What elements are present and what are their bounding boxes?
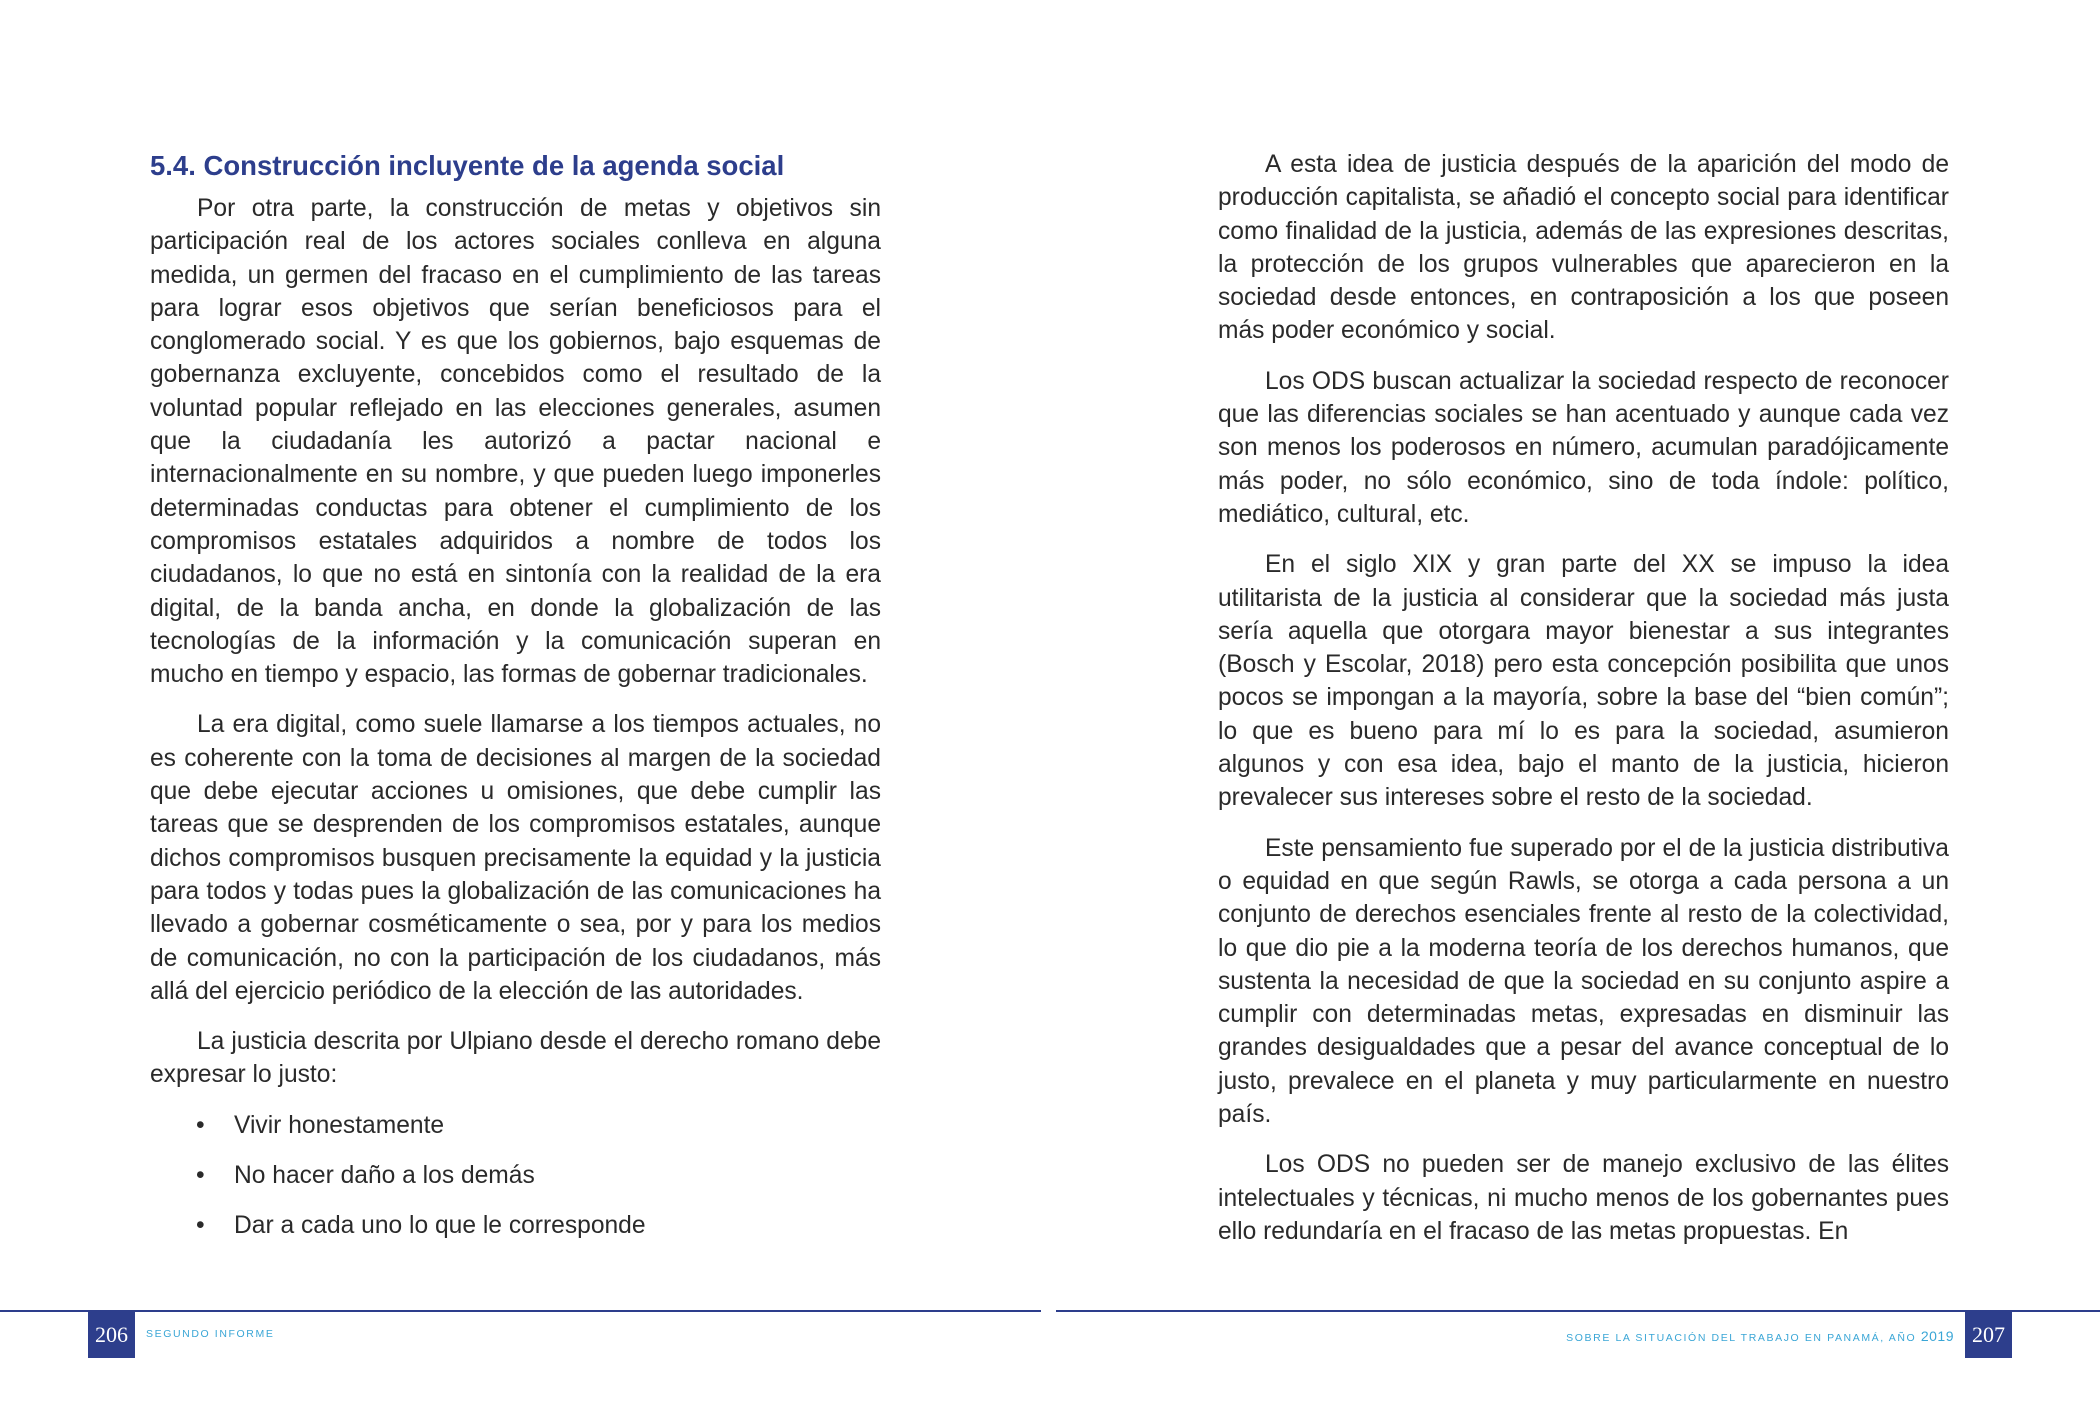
right-page-column bbox=[1218, 148, 1949, 1265]
paragraph: En el siglo XIX y gran parte del XX se impuso la idea utilitarista de la justicia al considerar que la sociedad más justa sería aquella que otorgara mayor bienestar a sus integrantes (Bosch y Escolar, 2018) pero esta concepción posibilita que unos pocos se impongan a la mayoría, sobre la base del “bien común”; lo que es bueno para mí lo es para la sociedad, asumieron algunos y con esa idea, bajo el manto de la justicia, hicieron prevalecer sus intereses sobre el resto de la sociedad. bbox=[1218, 551, 1949, 812]
footer-rule-right bbox=[1056, 1310, 2100, 1312]
paragraph: Los ODS buscan actualizar la sociedad respecto de reconocer que las diferencias sociales se han acentuado y aunque cada vez son menos los poderosos en número, acumulan paradójicamente más poder, no sólo económico, sino de toda índole: político, mediático, cultural, etc. bbox=[1218, 367, 1949, 528]
bullet-icon: • bbox=[196, 1111, 205, 1139]
running-head-right bbox=[1566, 1328, 1954, 1344]
paragraph: La era digital, como suele llamarse a los tiempos actuales, no es coherente con la toma de decisiones al margen de la sociedad que debe ejecutar acciones u omisiones, que debe cumplir las tareas que se desprenden de los compromisos estatales, aunque dichos compromisos busquen precisamente la equidad y la justicia para todos y todas pues la globalización de las comunicaciones ha llevado a gobernar cosméticamente o sea, por y para los medios de comunicación, no con la participación de los ciudadanos, más allá del ejercicio periódico de la elección de las autoridades. bbox=[150, 711, 881, 1005]
running-head-year: 2019 bbox=[1920, 1328, 1954, 1344]
paragraph: Los ODS no pueden ser de manejo exclusivo de las élites intelectuales y técnicas, ni mucho menos de los gobernantes pues ello redundaría en el fracaso de las metas propuestas. En bbox=[1218, 1151, 1949, 1245]
bullet-text: Vivir honestamente bbox=[234, 1111, 445, 1139]
paragraph: La justicia descrita por Ulpiano desde el derecho romano debe expresar lo justo: bbox=[150, 1028, 881, 1089]
bullet-text: Dar a cada uno lo que le corresponde bbox=[234, 1212, 646, 1240]
page-number-right: 207 bbox=[1965, 1312, 2012, 1358]
left-page-column bbox=[150, 148, 881, 1260]
bullet-icon: • bbox=[196, 1212, 205, 1240]
bullet-icon: • bbox=[196, 1162, 205, 1190]
section-title: 5.4. Construcción incluyente de la agenda social bbox=[150, 150, 785, 181]
footer-rule-left bbox=[0, 1310, 1041, 1312]
paragraph: Por otra parte, la construcción de metas y objetivos sin participación real de los actores sociales conlleva en alguna medida, un germen del fracaso en el cumplimiento de las tareas para lograr esos objetivos que serían beneficiosos para el conglomerado social. Y es que los gobiernos, bajo esquemas de gobernanza excluyente, concebidos como el resultado de la voluntad popular reflejado en las elecciones generales, asumen que la ciudadanía les autorizó a pactar nacional e internacionalmente en su nombre, y que pueden luego imponerles determinadas conductas para obtener el cumplimiento de los compromisos estatales adquiridos a nombre de todos los ciudadanos, lo que no está en sintonía con la realidad de la era digital, de la banda ancha, en donde la globalización de las tecnologías de la información y la comunicación superan en mucho en tiempo y espacio, las formas de gobernar tradicionales. bbox=[150, 195, 881, 689]
bullet-item bbox=[150, 1109, 881, 1142]
paragraph: Este pensamiento fue superado por el de la justicia distributiva o equidad en que según Rawls, se otorga a cada persona a un conjunto de derechos esenciales frente al resto de la colectividad, lo que dio pie a la moderna teoría de los derechos humanos, que sustenta la necesidad de que la sociedad en su conjunto aspire a cumplir con determinadas metas, expresadas en disminuir las grandes desigualdades que a pesar del avance conceptual de lo justo, prevalece en el planeta y muy particularmente en nuestro país. bbox=[1218, 834, 1949, 1129]
page-number-left: 206 bbox=[88, 1312, 135, 1358]
running-head-text: SOBRE LA SITUACIÓN DEL TRABAJO EN PANAMÁ, AÑO bbox=[1566, 1332, 1917, 1344]
bullet-item bbox=[150, 1159, 881, 1192]
paragraph: A esta idea de justicia después de la aparición del modo de producción capitalista, se añadió el concepto social para identificar como finalidad de la justicia, además de las expresiones descritas, la protección de los grupos vulnerables que aparecieron en la sociedad desde entonces, en contraposición a los que poseen más poder económico y social. bbox=[1218, 151, 1949, 345]
running-head-left: SEGUNDO INFORME bbox=[146, 1328, 275, 1340]
bullet-item bbox=[150, 1209, 881, 1242]
bullet-list bbox=[150, 1109, 881, 1243]
bullet-text: No hacer daño a los demás bbox=[234, 1162, 535, 1190]
